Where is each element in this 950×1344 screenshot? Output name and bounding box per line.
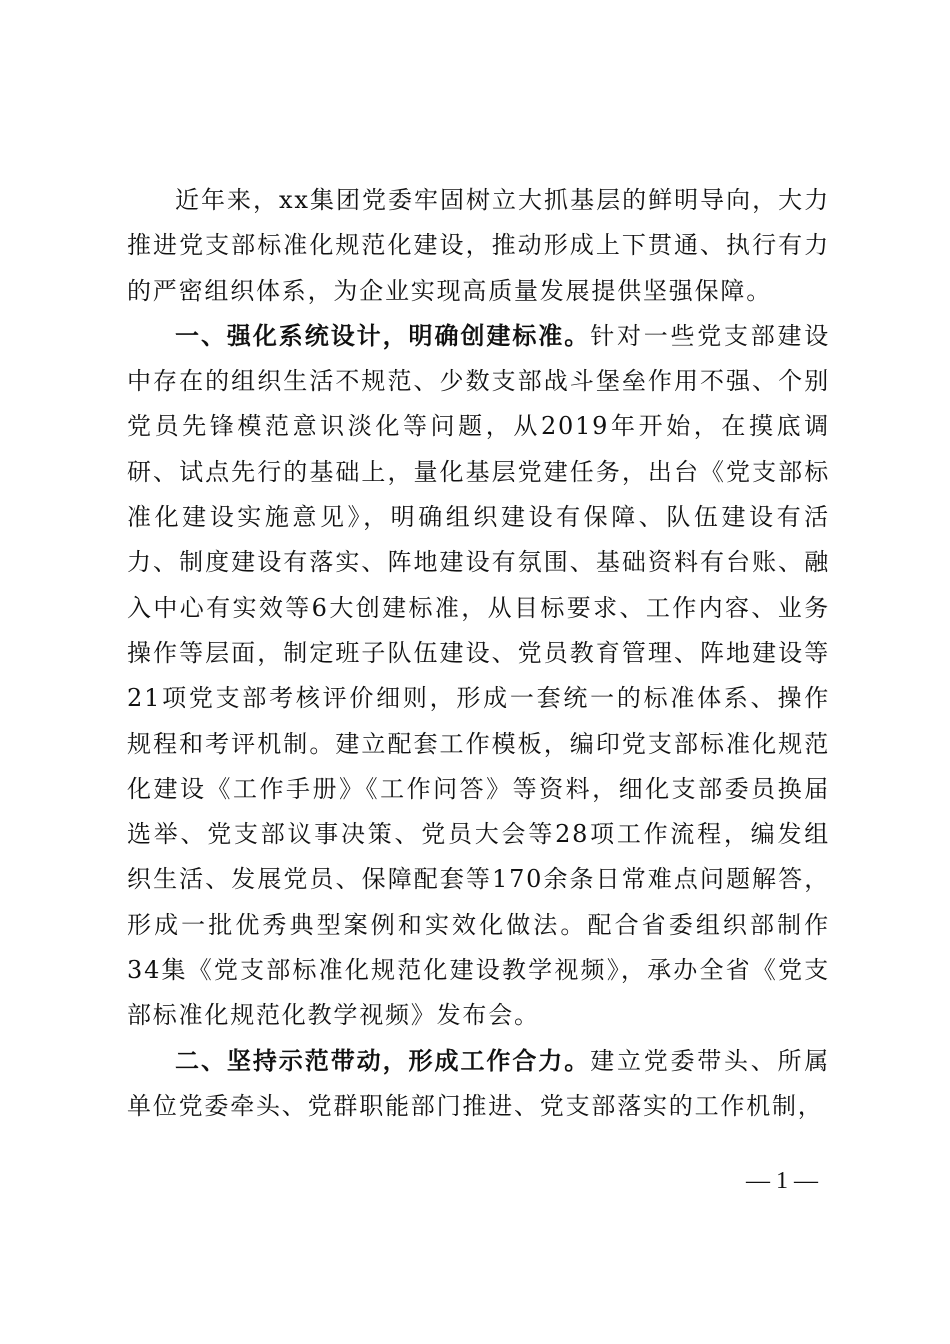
section-2-paragraph [127, 1039, 830, 1130]
page-number: — 1 — [746, 1168, 818, 1194]
document-body [127, 178, 830, 1129]
section-1-paragraph [127, 314, 830, 1039]
section-1-heading: 一、强化系统设计，明确创建标准。 [175, 321, 591, 350]
section-1-body: 针对一些党支部建设中存在的组织生活不规范、少数支部战斗堡垒作用不强、个别党员先锋模范意识淡化等问题，从2019年开始，在摸底调研、试点先行的基础上，量化基层党建任务，出台《党支部标准化建设实施意见》，明确组织建设有保障、队伍建设有活力、制度建设有落实、阵地建设有氛围、基础资料有台账、融入中心有实效等6大创建标准，从目标要求、工作内容、业务操作等层面，制定班子队伍建设、党员教育管理、阵地建设等21项党支部考核评价细则，形成一套统一的标准体系、操作规程和考评机制。建立配套工作模板，编印党支部标准化规范化建设《工作手册》《工作问答》等资料，细化支部委员换届选举、党支部议事决策、党员大会等28项工作流程，编发组织生活、发展党员、保障配套等170余条日常难点问题解答，形成一批优秀典型案例和实效化做法。配合省委组织部制作34集《党支部标准化规范化建设教学视频》，承办全省《党支部标准化规范化教学视频》发布会。 [127, 321, 831, 1030]
intro-paragraph: 近年来，xx集团党委牢固树立大抓基层的鲜明导向，大力推进党支部标准化规范化建设，推动形成上下贯通、执行有力的严密组织体系，为企业实现高质量发展提供坚强保障。 [127, 186, 830, 305]
section-2-heading: 二、坚持示范带动，形成工作合力。 [175, 1046, 591, 1075]
section-2-body: 建立党委带头、所属单位党委牵头、党群职能部门推进、党支部落实的工作机制， [127, 1046, 831, 1120]
